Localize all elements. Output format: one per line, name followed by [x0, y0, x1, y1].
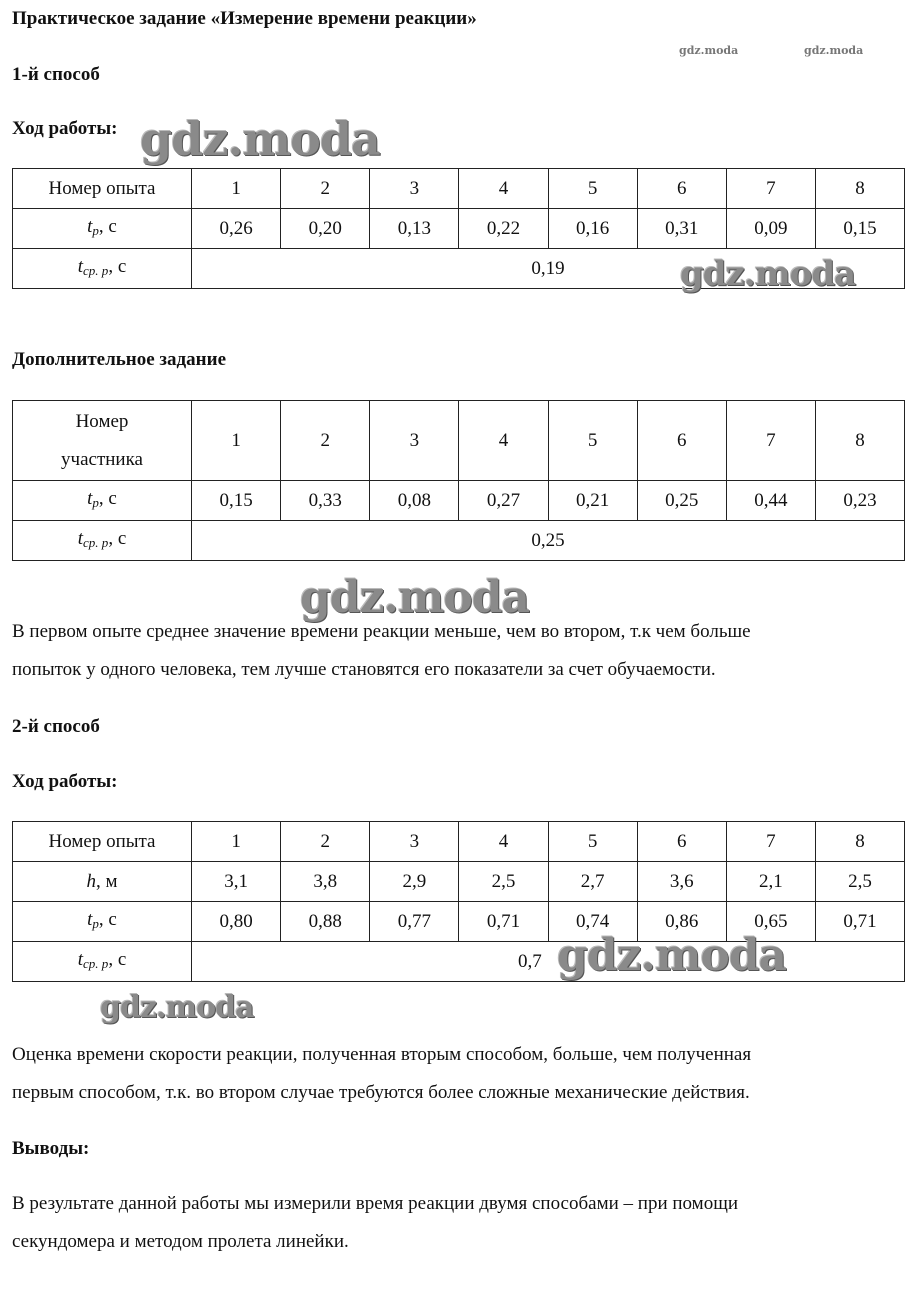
table-cell: 2	[281, 822, 370, 862]
label-sub: р	[92, 915, 99, 931]
label-main: t	[77, 527, 84, 549]
table-cell: 3	[370, 822, 459, 862]
label-main: h	[86, 870, 96, 892]
row-label-tp	[13, 209, 192, 249]
table-cell: 7	[726, 169, 815, 209]
label-unit: , м	[95, 870, 118, 892]
header-line-2: участника	[61, 448, 143, 470]
table-cell: 8	[815, 169, 904, 209]
watermark-large-2: gdz.moda	[680, 254, 856, 294]
table-cell: 0,15	[815, 209, 904, 249]
label-unit: , с	[108, 255, 127, 277]
table-cell: 2	[281, 169, 370, 209]
watermark-large-3: gdz.moda	[300, 572, 530, 623]
table-cell: 3	[370, 401, 459, 481]
conclusions-line-1: В результате данной работы мы измерили время реакции двумя способами – при помощи	[12, 1193, 738, 1214]
row-label-avg	[13, 249, 192, 289]
table-header-cell: Номер опыта	[13, 822, 192, 862]
watermark-large-1: gdz.moda	[140, 112, 380, 166]
table-row	[13, 481, 905, 521]
table-cell: 1	[192, 401, 281, 481]
table-cell: 3,8	[281, 862, 370, 902]
table-cell: 2,5	[459, 862, 548, 902]
table-cell: 2,7	[548, 862, 637, 902]
label-main: t	[87, 908, 93, 930]
label-main: t	[87, 487, 93, 509]
table-cell: 8	[815, 401, 904, 481]
label-unit: , с	[108, 948, 127, 970]
table-cell: 4	[459, 822, 548, 862]
label-sub: р	[92, 222, 99, 238]
table-cell: 0,77	[370, 902, 459, 942]
table-cell: 3	[370, 169, 459, 209]
row-label-tp	[13, 902, 192, 942]
table-header-cell	[13, 401, 192, 481]
row-label-avg	[13, 942, 192, 982]
table-cell: 3,1	[192, 862, 281, 902]
table-cell: 0,13	[370, 209, 459, 249]
method2-conclusion-line-2: первым способом, т.к. во втором случае требуются более сложные механические действия.	[12, 1082, 750, 1103]
table-cell: 1	[192, 169, 281, 209]
label-main: t	[77, 255, 84, 277]
method1-work-heading: Ход работы:	[12, 118, 118, 139]
table-cell: 0,74	[548, 902, 637, 942]
label-sub: ср. р	[83, 955, 109, 971]
table-cell: 2	[281, 401, 370, 481]
table-cell: 0,86	[637, 902, 726, 942]
table-cell: 0,23	[815, 481, 904, 521]
watermark-large-5: gdz.moda	[100, 990, 254, 1025]
table-cell: 0,25	[637, 481, 726, 521]
table-cell: 0,21	[548, 481, 637, 521]
label-sub: ср. р	[83, 534, 109, 550]
row-label-h	[13, 862, 192, 902]
label-unit: , с	[98, 908, 117, 930]
conclusions-heading: Выводы:	[12, 1138, 90, 1159]
table-cell: 0,80	[192, 902, 281, 942]
table-cell: 0,08	[370, 481, 459, 521]
table-cell: 0,15	[192, 481, 281, 521]
extra-conclusion-line-1: В первом опыте среднее значение времени реакции меньше, чем во втором, т.к чем больше	[12, 621, 751, 642]
table-cell: 2,1	[726, 862, 815, 902]
label-main: t	[77, 948, 84, 970]
avg-value-cell: 0,19	[192, 249, 905, 289]
table-cell: 4	[459, 169, 548, 209]
extra-table	[12, 400, 905, 561]
table-cell: 0,88	[281, 902, 370, 942]
label-unit: , с	[108, 527, 127, 549]
table-cell: 5	[548, 822, 637, 862]
method2-conclusion-line-1: Оценка времени скорости реакции, полученная вторым способом, больше, чем полученная	[12, 1044, 752, 1065]
table-cell: 2,9	[370, 862, 459, 902]
table-cell: 4	[459, 401, 548, 481]
method2-work-heading: Ход работы:	[12, 771, 118, 792]
table-cell: 6	[637, 401, 726, 481]
avg-value-cell: 0,25	[192, 521, 905, 561]
table-cell: 0,26	[192, 209, 281, 249]
label-main: t	[87, 215, 93, 237]
label-unit: , с	[98, 215, 117, 237]
table-cell: 1	[192, 822, 281, 862]
table-cell: 0,71	[459, 902, 548, 942]
header-line-1: Номер	[75, 410, 129, 432]
label-sub: р	[92, 494, 99, 510]
label-sub: ср. р	[83, 262, 109, 278]
table-cell: 0,31	[637, 209, 726, 249]
table-cell: 0,22	[459, 209, 548, 249]
table-cell: 0,65	[726, 902, 815, 942]
table-cell: 5	[548, 401, 637, 481]
table-row	[13, 862, 905, 902]
watermark-small-1: gdz.moda	[679, 44, 739, 57]
label-unit: , с	[98, 487, 117, 509]
table-cell: 2,5	[815, 862, 904, 902]
table-cell: 6	[637, 169, 726, 209]
table-cell: 7	[726, 822, 815, 862]
watermark-large-4: gdz.moda	[557, 930, 787, 981]
table-header-cell: Номер опыта	[13, 169, 192, 209]
row-label-avg	[13, 521, 192, 561]
table-row	[13, 521, 905, 561]
table-cell: 0,27	[459, 481, 548, 521]
extra-conclusion-line-2: попыток у одного человека, тем лучше становятся его показатели за счет обучаемости.	[12, 659, 716, 680]
table-row	[13, 822, 905, 862]
watermark-small-2: gdz.moda	[804, 44, 864, 57]
avg-value-text: 0,7	[518, 950, 542, 972]
table-cell: 0,71	[815, 902, 904, 942]
method1-heading: 1-й способ	[12, 64, 100, 85]
table-cell: 0,33	[281, 481, 370, 521]
table-cell: 8	[815, 822, 904, 862]
method2-heading: 2-й способ	[12, 716, 100, 737]
table-cell: 3,6	[637, 862, 726, 902]
table-cell: 0,44	[726, 481, 815, 521]
table-cell: 6	[637, 822, 726, 862]
table-cell: 5	[548, 169, 637, 209]
table-row	[13, 401, 905, 481]
table-cell: 0,20	[281, 209, 370, 249]
row-label-tp	[13, 481, 192, 521]
extra-heading: Дополнительное задание	[12, 349, 227, 370]
avg-value-cell	[192, 942, 905, 982]
table-cell: 7	[726, 401, 815, 481]
table-row	[13, 209, 905, 249]
table-row	[13, 169, 905, 209]
table-cell: 0,09	[726, 209, 815, 249]
conclusions-line-2: секундомера и методом пролета линейки.	[12, 1231, 349, 1252]
table-cell: 0,16	[548, 209, 637, 249]
page-title: Практическое задание «Измерение времени реакции»	[12, 8, 477, 29]
